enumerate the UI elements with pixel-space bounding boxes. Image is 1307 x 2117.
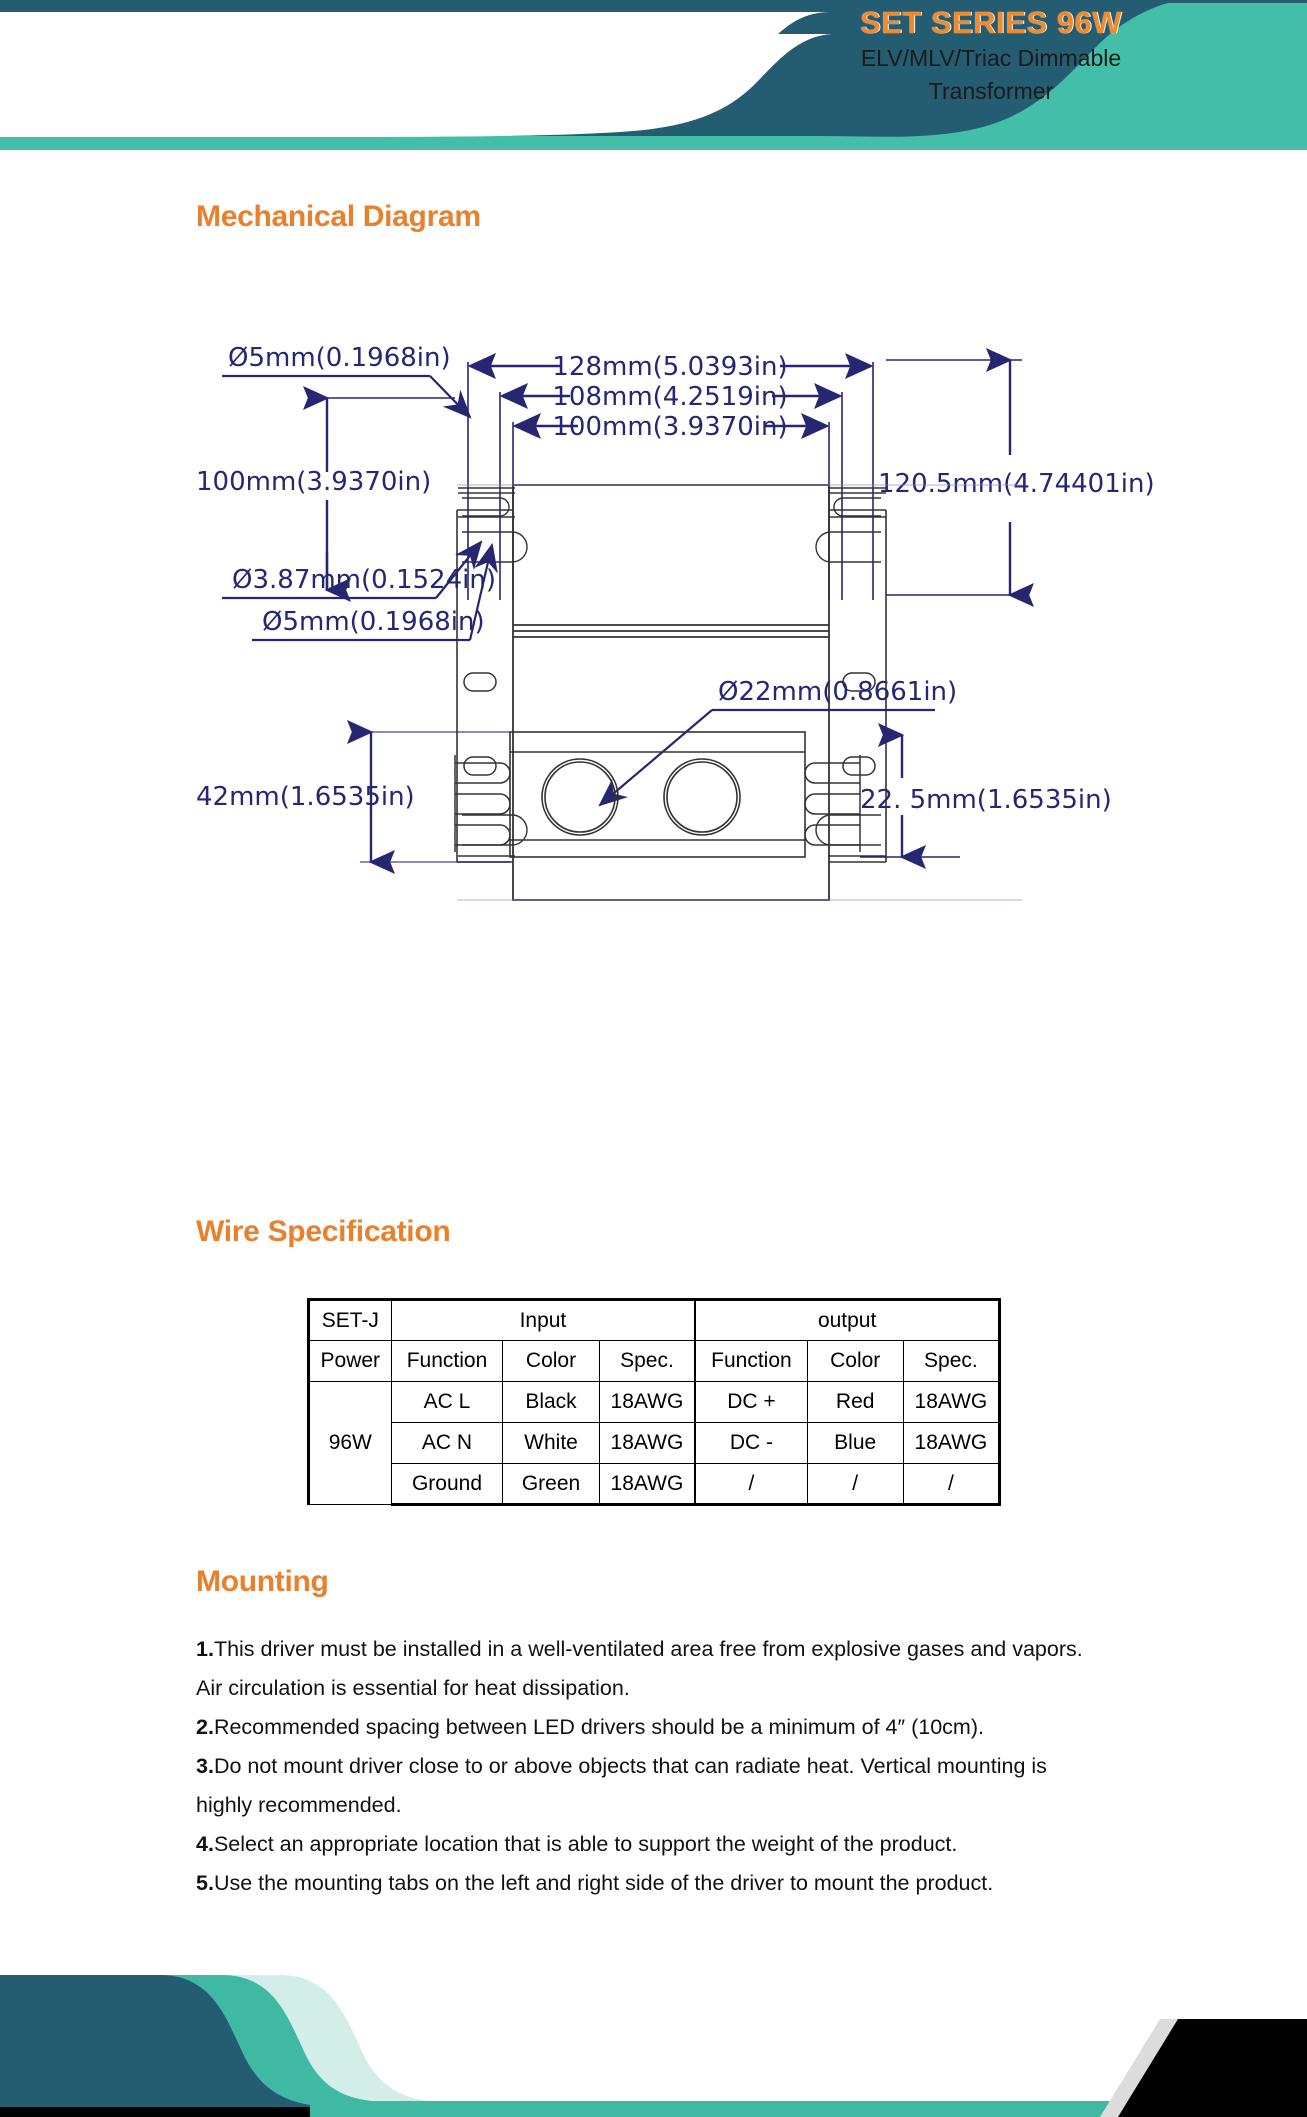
cell-in-color: Black: [503, 1382, 599, 1423]
mounting-item-number: 3.: [196, 1754, 214, 1778]
mounting-item-number: 4.: [196, 1832, 214, 1856]
mounting-item-number: 5.: [196, 1871, 214, 1895]
table-row: [309, 1464, 1000, 1505]
wire-specification-table: [307, 1298, 1001, 1506]
col-header-out-function: Function: [695, 1341, 807, 1382]
cell-out-color: /: [807, 1464, 903, 1505]
mounting-instructions: [196, 1630, 1096, 1903]
col-header-power: Power: [309, 1341, 392, 1382]
footer-wave-graphic: [0, 1937, 1307, 2117]
mounting-item-number: 2.: [196, 1715, 214, 1739]
cell-out-spec: 18AWG: [903, 1382, 999, 1423]
cell-out-function: /: [695, 1464, 807, 1505]
cell-out-spec: 18AWG: [903, 1423, 999, 1464]
dim-width-inner: 100mm(3.9370in): [552, 412, 788, 442]
cell-input-group: Input: [391, 1300, 695, 1341]
cell-in-spec: 18AWG: [599, 1423, 695, 1464]
dim-front-height-right: 22. 5mm(1.6535in): [860, 785, 1112, 815]
cell-model: SET-J: [309, 1300, 392, 1341]
dim-front-width-left: 42mm(1.6535in): [196, 782, 415, 812]
mounting-item-text: This driver must be installed in a well-ventilated area free from explosive gases and vapors. Air circulation is essential for heat dissipation.: [196, 1637, 1083, 1700]
mounting-item-text: Do not mount driver close to or above objects that can radiate heat. Vertical mounting is highly recommended.: [196, 1754, 1047, 1817]
series-subtitle-line2: Transformer: [928, 78, 1054, 104]
mechanical-drawing: [0, 300, 1307, 1180]
cell-out-function: DC +: [695, 1382, 807, 1423]
mounting-item: [196, 1708, 1096, 1747]
table-column-header-row: [309, 1341, 1000, 1382]
dim-height-left: 100mm(3.9370in): [196, 467, 432, 497]
table-group-header-row: [309, 1300, 1000, 1341]
cell-out-function: DC -: [695, 1423, 807, 1464]
cell-out-color: Red: [807, 1382, 903, 1423]
mounting-item-text: Select an appropriate location that is able to support the weight of the product.: [213, 1832, 958, 1856]
series-title: SET SERIES 96W: [860, 5, 1122, 40]
cell-in-function: Ground: [391, 1464, 503, 1505]
col-header-in-spec: Spec.: [599, 1341, 695, 1382]
dim-width-outer: 128mm(5.0393in): [552, 352, 788, 382]
cell-out-color: Blue: [807, 1423, 903, 1464]
cell-in-color: White: [503, 1423, 599, 1464]
dim-hole-small: Ø3.87mm(0.1524in): [232, 565, 496, 595]
table-row: [309, 1382, 1000, 1423]
mounting-item: [196, 1747, 1096, 1825]
dim-hole-top: Ø5mm(0.1968in): [228, 343, 451, 373]
dim-knockout: Ø22mm(0.8661in): [718, 677, 958, 707]
col-header-in-function: Function: [391, 1341, 503, 1382]
dim-hole-bottom: Ø5mm(0.1968in): [262, 607, 485, 637]
col-header-out-spec: Spec.: [903, 1341, 999, 1382]
cell-power-value: 96W: [309, 1382, 392, 1505]
col-header-out-color: Color: [807, 1341, 903, 1382]
dim-height-right: 120.5mm(4.74401in): [878, 469, 1155, 499]
table-row: [309, 1423, 1000, 1464]
dim-width-mid: 108mm(4.2519in): [552, 382, 788, 412]
mounting-item: [196, 1864, 1096, 1903]
cell-in-spec: 18AWG: [599, 1464, 695, 1505]
section-title-mechanical-diagram: Mechanical Diagram: [196, 200, 481, 233]
series-subtitle-line1: ELV/MLV/Triac Dimmable: [860, 45, 1122, 71]
cell-in-spec: 18AWG: [599, 1382, 695, 1423]
mounting-item: [196, 1630, 1096, 1708]
cell-in-function: AC N: [391, 1423, 503, 1464]
cell-in-function: AC L: [391, 1382, 503, 1423]
page-footer: [0, 1937, 1307, 2117]
cell-output-group: output: [695, 1300, 999, 1341]
mounting-item-text: Use the mounting tabs on the left and right side of the driver to mount the product.: [213, 1871, 994, 1895]
section-title-mounting: Mounting: [196, 1565, 329, 1598]
cell-out-spec: /: [903, 1464, 999, 1505]
mounting-item-number: 1.: [196, 1637, 214, 1661]
cell-in-color: Green: [503, 1464, 599, 1505]
mounting-item: [196, 1825, 1096, 1864]
mechanical-drawing-svg: [0, 300, 1307, 1180]
mounting-item-text: Recommended spacing between LED drivers should be a minimum of 4″ (10cm).: [213, 1715, 984, 1739]
section-title-wire-specification: Wire Specification: [196, 1215, 451, 1248]
col-header-in-color: Color: [503, 1341, 599, 1382]
header-title-block: [781, 4, 1201, 108]
page-header: [0, 0, 1307, 150]
